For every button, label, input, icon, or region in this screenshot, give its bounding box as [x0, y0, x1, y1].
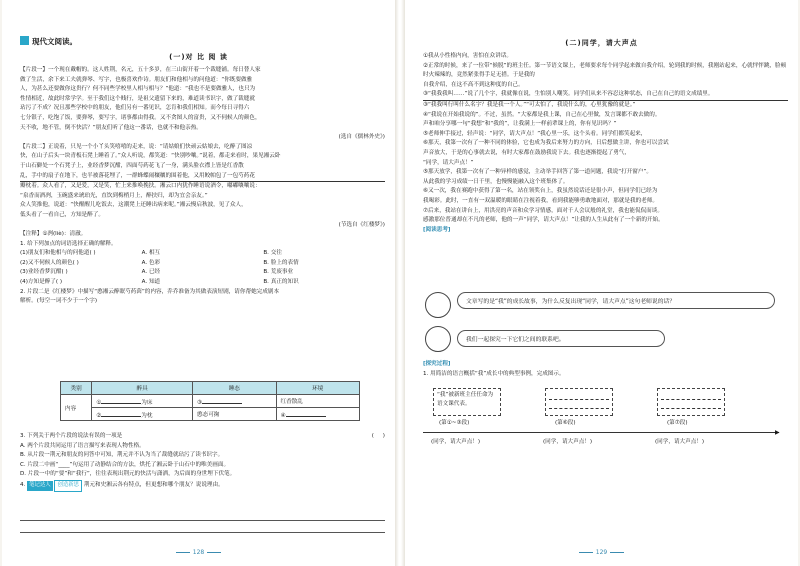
- story-line: 声音放大，于是的心事就去说，有时大家都在鼓励我说下去。我也逐渐提起了勇气，: [423, 149, 630, 156]
- note: 【注释】①冽(liè)：清澈。: [20, 231, 87, 238]
- q1-option-a[interactable]: A. 色彩: [141, 259, 161, 266]
- question-3-text: 3. 下列关于两个片段的说法有误的一项是: [20, 433, 123, 439]
- q4-tag: 笔记达人: [27, 481, 53, 491]
- table-header: 环境: [276, 382, 360, 395]
- question-2-note: 解析。(每空一词不少于一个字): [20, 298, 98, 305]
- section-header: [20, 36, 77, 47]
- question-3-block: [20, 432, 385, 492]
- source-two: (节选自《红楼梦》): [338, 221, 385, 228]
- story-line: ⑤老师伸手接过，轻声说：“同学，请大声点！”我心里一乐，这个头看。同学们都笑起来，: [423, 130, 647, 137]
- question-4-text: 荆元和史湘云各有特点，但更想和哪个朋友？说说理由。: [83, 481, 224, 488]
- student-avatar-icon: [425, 292, 451, 318]
- answer-line[interactable]: [20, 520, 385, 521]
- stage-label: (第①~③段): [439, 420, 470, 426]
- arrow-right-icon: ▶: [775, 429, 780, 436]
- section-header-text: 现代文阅读。: [32, 37, 77, 46]
- table-header: 睡态: [193, 382, 276, 395]
- page-number-text: 128: [192, 549, 205, 556]
- source-one: (选自《儒林外史》): [338, 134, 385, 141]
- passage-line: 快，在山子后头一块青板石凳上睡着了。”众人听说，都笑道：“快别吵嚷。”说着，都走来看时，果见湘云卧: [20, 153, 281, 160]
- explore-label: [探究过程]: [423, 361, 451, 367]
- timeline-axis: [423, 432, 779, 433]
- table-cell: 憨态可掬: [193, 408, 276, 421]
- event-box-3[interactable]: [657, 388, 725, 416]
- square-icon: [20, 36, 29, 45]
- shout-label: (同学，请大声点！): [655, 439, 705, 445]
- passage-line: 【片段二】正说着，只见一个小丫头笑嘻嘻的走来，说：“请姑娘们快顽云姑娘去，吃醉了图凉: [20, 143, 253, 150]
- table-cell[interactable]: [92, 408, 193, 421]
- passage-line: 七分银子，吃饱了饭，要弹琴，要写字，诸事都由得我。又不贪图人的富贵，又不伺候人的颜色，: [20, 114, 261, 121]
- right-page: [405, 0, 798, 566]
- passage-line: 玷污了不成？况且那些学校中的朋友，他们另有一番见识，怎肯和我们相知。而今每日寻得六: [20, 105, 250, 112]
- cell-text: 为枕: [141, 413, 153, 419]
- story-line: ①我从小性格内向，害怕在众讲话。: [423, 53, 512, 59]
- page-number: [2, 549, 395, 556]
- q1-row: [20, 249, 385, 259]
- passage-line: 【片段一】一个现在戴帽的。这人姓荆，名元，五十多岁，在三山街开着一个裁缝铺。每日替人家: [20, 67, 261, 73]
- stage-label: (第⑦段): [667, 420, 688, 426]
- q3-option[interactable]: B. 从片段一荆元和朋友的问答中可知，荆元并不认为当了裁缝就玷污了读书识字。: [20, 452, 224, 459]
- passage-line: 瓣枕着。众人看了，又是爱，又是笑，忙上来推唤挽扶。湘云口内犹作睡语说酒令，嘟嘟嚷嚷说：: [20, 183, 261, 190]
- left-page: [2, 0, 395, 566]
- story-line: ④“我说在开始我说的”。不过，虽然。“大家都是我上课，自己在心里做，发言课都不敢去做的。: [423, 111, 661, 118]
- table-header: 类别: [61, 382, 92, 395]
- blank-marker: ①: [96, 400, 102, 406]
- q1-option-b[interactable]: B. 荒废事业: [263, 269, 294, 276]
- passage-line: 众人笑推他，说道：“快醒醒儿吃饭去，这潮凳上还睡出病来呢。”湘云慢启秋波，见了众人，: [20, 202, 247, 209]
- passage-line: 人，为甚么还要做你这贵行？何不同些学校里人相与相与？”他道：“我也不是要做雅人，也只为: [20, 86, 256, 93]
- table-cell[interactable]: [92, 395, 193, 408]
- passage-line: 低头看了一看自己，方知是醉了。: [20, 211, 104, 218]
- q1-item[interactable]: (1)朋友们和他相与的问他道( ): [20, 250, 96, 257]
- passage-line: 天不收，地不管，倒不快活？”朋友们听了他这一番话，也就不和他亲热。: [20, 124, 202, 131]
- passage-line: 于山石僻处一个石凳子上，业经香梦沉酣，四面芍药花飞了一身，满头脸衣襟上皆是红香散: [20, 162, 244, 169]
- story-line: ⑤那天放学，我第一次有了一种异样的感觉，主动举手回答了第一道问题，我说“打开窗户”。: [423, 169, 652, 176]
- student-avatar-icon: [425, 326, 451, 352]
- story-line: 自我介绍，在这不高不到这种度的自己。: [423, 81, 524, 88]
- story-line: ⑥那天，我第一次有了一种不同的体验，它也成为我后来努力的方向，日后想做主讲，你也可以尝试: [423, 140, 669, 147]
- story-line: 我喝彩。此时，一直有一双温暖的眼睛在注视着我，看到我能够勇敢地面对，那就是我的老师。: [423, 197, 658, 204]
- story-line: ②正常的时候，来了一位带“候脱”的班主任。第一节语文课上，老师要求每个同学起来做自我介绍，轮到我的时候，我刚站起来，心就怦怦跳，脸顿时火辣辣的，竟然紧张得手足无措。于是我的: [423, 62, 787, 79]
- table-cell[interactable]: [193, 395, 276, 408]
- q1-row: [20, 259, 385, 269]
- read-tip-label: [阅读思考]: [423, 226, 451, 233]
- answer-paren[interactable]: ( ): [371, 433, 385, 439]
- script-table: [60, 381, 360, 421]
- story-line: ③“我我叫行叫什么名字？我是我一个人。”“可太怕了，我说什么的，心里犹豫的就是。”: [423, 101, 636, 108]
- story-line: 感激那位普通却在不凡的老师，他的一声“同学，请大声点！”让我的人生从此有了一个新的开始。: [423, 217, 664, 224]
- answer-line[interactable]: [20, 532, 385, 533]
- q1-row: [20, 278, 385, 288]
- q1-option-b[interactable]: B. 交往: [263, 250, 282, 257]
- story-line: ⑦后来，我站在讲台上，用洪亮的声音和众学习情感，面对千人会议般的礼堂，我也能侃侃而谈。: [423, 207, 663, 214]
- stage-label: (第⑥段): [555, 420, 576, 426]
- question-2: 2. 片段二是《红楼梦》中描写“憨湘云醉眠芍药茵”的内容，乔乔准备为其做表演短剧，请你帮她完成剧本: [20, 288, 280, 295]
- answer-blank[interactable]: [202, 396, 242, 404]
- table-cell: 红香散乱: [276, 395, 360, 408]
- q3-option[interactable]: C. 片段二中画“____”句运用了动静结合的方法，烘托了湘云卧于山石中的唯美画面。: [20, 461, 230, 468]
- page-number: [405, 549, 798, 556]
- q1-option-a[interactable]: A. 已经: [141, 269, 161, 276]
- answer-blank[interactable]: [101, 409, 141, 417]
- row-label: 内容: [61, 395, 92, 421]
- story-passage: [423, 52, 788, 235]
- blank-marker: ④: [280, 413, 286, 419]
- story-title: (二)同学，请大声点: [565, 39, 638, 47]
- cell-text: 为床: [141, 400, 153, 406]
- q1-option-a[interactable]: A. 相互: [141, 250, 161, 257]
- q1-option-a[interactable]: A. 知道: [141, 279, 161, 286]
- story-line: ⑥又一次，我在赛跑中获得了第一名，站在领奖台上，我虽然说话还是很小声，但同学们已经为: [423, 188, 658, 195]
- q1-item[interactable]: (3)业经香梦沉酣( ): [20, 269, 68, 276]
- q3-option[interactable]: A. 两个片段共同运用了语言描写来表现人物性格。: [20, 442, 145, 449]
- passage-line: “泉香而酒冽，玉碗盛来琥珀光，直饮到梅梢月上，醉扶归，却为宜会亲友。”: [20, 192, 208, 199]
- page-number-text: 129: [595, 549, 608, 556]
- q1-item[interactable]: (4)方知是醉了( ): [20, 279, 63, 286]
- q4-tag: 创造新思: [54, 480, 82, 492]
- q1-option-b[interactable]: B. 真正的知识: [263, 279, 299, 286]
- blank-marker: ②: [96, 413, 102, 419]
- blank-marker: ③: [197, 400, 203, 406]
- shout-label: (同学，请大声点！): [431, 439, 481, 445]
- table-cell[interactable]: [276, 408, 360, 421]
- passage-one: [20, 66, 385, 307]
- passage-line: 乱，手中的扇子在地下，也半被落花埋了，一群蜂蝶闹穰穰的围着他，又用鲛帕包了一包芍药花: [20, 172, 385, 183]
- passage-line: 性情相近，故此时常学学。至于我们这个贱行，是祖父遗留下来的，难道读书识字，做了裁缝就: [20, 95, 255, 102]
- story-line: 从此我的学习成绩一日千里，也慢慢能融入这个班集体了。: [423, 178, 569, 185]
- story-line: “同学，请大声点！”: [423, 159, 474, 166]
- question-1: 1. 给下列加点的词语选择正确的解释。: [20, 240, 117, 247]
- question-bubble: 文章写的是“我”的成长故事，为什么反复出现“同学，请大声点”这句老师说的话？: [457, 292, 775, 309]
- explore-question-1: 1. 用简洁的语言概括“我”成长中的典型事例，完成图示。: [423, 370, 565, 377]
- event-box-1: “我”被新班主任任命为语文课代表。: [433, 388, 501, 416]
- story-line: 声和咱分享哪一句“我想”和“我的”，让我满上一样前辈课上的，你有见识吗？”: [423, 121, 617, 128]
- explore-block: [423, 360, 788, 379]
- reading-title: (一)对 比 阅 读: [169, 53, 228, 61]
- question-3: [20, 432, 385, 442]
- q1-option-b[interactable]: B. 脸上的表情: [263, 259, 299, 266]
- book-gutter: [395, 0, 405, 566]
- answer-blank[interactable]: [101, 396, 141, 404]
- story-line: ③“我我我叫……”说了几个字，我就像在说，生怕别人嘲笑。同学们从来不容忍这种状态，自己在自己的语文成绩里。: [423, 90, 788, 101]
- q1-row: [20, 268, 385, 278]
- question-4: 4. 笔记达人 创造新思 荆元和史湘云各有特点，但更想和哪个朋友？说说理由。: [20, 480, 385, 492]
- table-header: 醉具: [92, 382, 193, 395]
- q3-option[interactable]: D. 片段一中的“要”和“我行”，往往表现出荆元的快活与潇洒，为后面的身世埋下伏笔。: [20, 471, 236, 478]
- q1-item[interactable]: (2)又不伺候人的颜色( ): [20, 259, 79, 266]
- shout-label: (同学，请大声点！): [543, 439, 593, 445]
- passage-line: 做了生活，余下来工夫就弹琴、写字，也极喜欢作诗。朋友们和他相与的问他道：“你既要做雅: [20, 76, 253, 83]
- hint-bubble: 我们一起探究一下它们之间的联系吧。: [457, 330, 665, 347]
- event-box-2[interactable]: [545, 388, 613, 416]
- answer-blank[interactable]: [286, 409, 326, 417]
